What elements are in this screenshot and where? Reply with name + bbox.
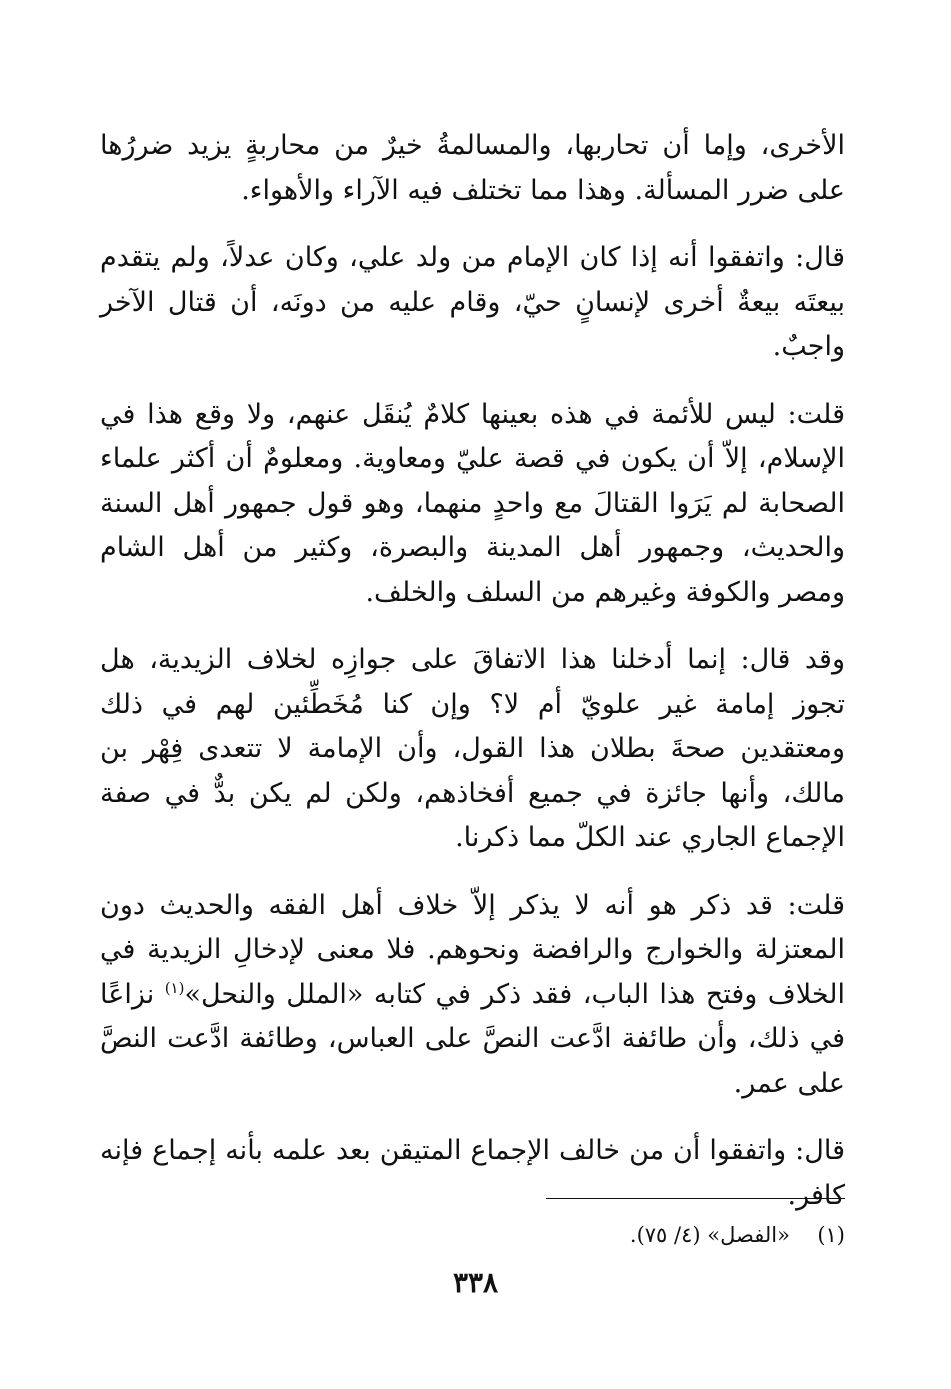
paragraph-5 [100, 884, 845, 1107]
footnote-text: «الفصل» (٤/ ٧٥). [629, 1223, 790, 1247]
page-body [100, 124, 845, 1241]
paragraph-5-text: قلت: قد ذكر هو أنه لا يذكر إلاّ خلاف أهل الفقه والحديث دون المعتزلة والخوارج والرافضة ونحوهم. فلا معنى لإدخالِ الزيدية في الخلاف وفتح هذا الباب، فقد ذكر في كتابه «الملل والنحل» [100, 889, 845, 1010]
paragraph-5-tail: نزاعًا في ذلك، وأن طائفة ادَّعت النصَّ على العباس، وطائفة ادَّعت النصَّ على عمر. [100, 978, 845, 1099]
footnote-marker: (١) [817, 1223, 845, 1247]
paragraph-4: وقد قال: إنما أدخلنا هذا الاتفاقَ على جوازِه لخلاف الزيدية، هل تجوز إمامة غير علويّ أم لا؟ وإن كنا مُخَطِّئين لهم في ذلك ومعتقدين صحةَ بطلان هذا القول، وأن الإمامة لا تتعدى فِهْر بن مالك، وأنها جائزة في جميع أفخاذهم، ولكن لم يكن بدٌّ في صفة الإجماع الجاري عند الكلّ مما ذكرنا. [100, 644, 845, 853]
paragraph-6: قال: واتفقوا أن من خالف الإجماع المتيقن بعد علمه بأنه إجماع فإنه كافر. [100, 1135, 845, 1211]
paragraph-2: قال: واتفقوا أنه إذا كان الإمام من ولد علي، وكان عدلاً، ولم يتقدم بيعتَه بيعةٌ أخرى لإنسانٍ حيّ، وقام عليه من دونَه، أن قتال الآخر واجبٌ. [100, 242, 845, 362]
page-number: ٣٣٨ [452, 1266, 499, 1299]
footnote [100, 1218, 845, 1252]
paragraph-3: قلت: ليس للأئمة في هذه بعينها كلامٌ يُنقَل عنهم، ولا وقع هذا في الإسلام، إلاّ أن يكون في قصة عليّ ومعاوية. ومعلومٌ أن أكثر علماء الصحابة لم يَرَوا القتالَ مع واحدٍ منهما، وهو قول جمهور أهل السنة والحديث، وجمهور أهل المدينة والبصرة، وكثير من أهل الشام ومصر والكوفة وغيرهم من السلف والخلف. [100, 398, 845, 608]
footnote-divider [546, 1198, 845, 1199]
footnote-reference[interactable]: (١) [164, 978, 185, 997]
paragraph-1: الأخرى، وإما أن تحاربها، والمسالمةُ خيرٌ من محاربةٍ يزيد ضررُها على ضرر المسألة. وهذا مما تختلف فيه الآراء والأهواء. [100, 130, 845, 206]
